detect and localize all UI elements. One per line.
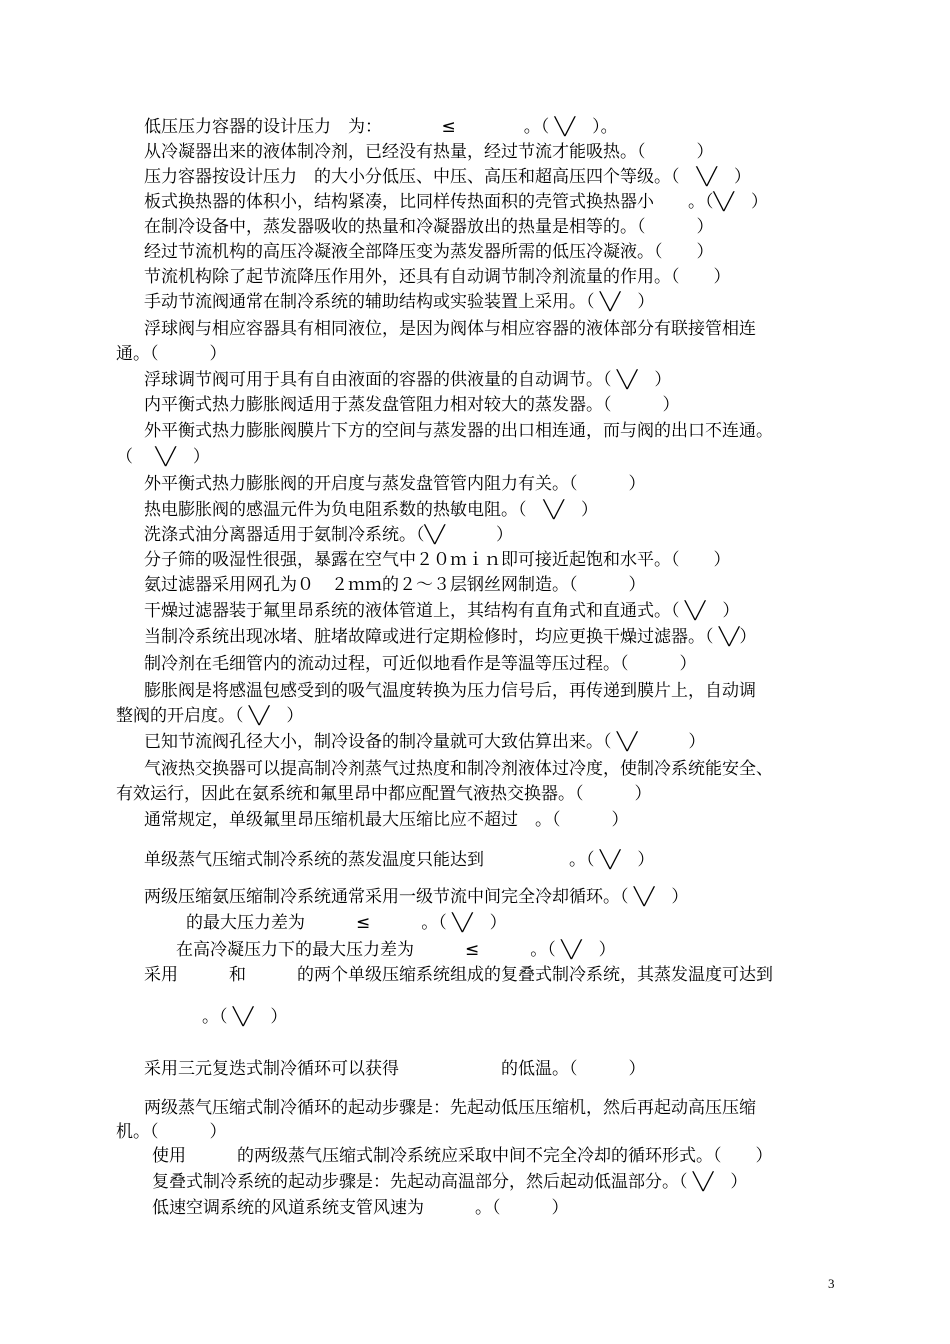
text-line: 低速空调系统的风道系统支管风速为 。（ ） — [152, 1198, 569, 1218]
text-line: 氨过滤器采用网孔为０ ２ｍｍ的２～３层钢丝网制造。（ ） — [144, 575, 646, 595]
text-line: 通。（ ） — [116, 344, 227, 364]
text-line: 经过节流机构的高压冷凝液全部降压变为蒸发器所需的低压冷凝液。（ ） — [144, 242, 714, 262]
text-line: 膨胀阀是将感温包感受到的吸气温度转换为压力信号后，再传递到膜片上，自动调 — [144, 681, 756, 701]
text-line: 手动节流阀通常在制冷系统的辅助结构或实验装置上采用。（ ╲╱ ） — [144, 292, 655, 312]
text-line: 的最大压力差为 ≤ 。（ ╲╱ ） — [186, 913, 507, 933]
text-line: 通常规定，单级氟里昂压缩机最大压缩比应不超过 。（ ） — [144, 810, 629, 830]
text-line: 热电膨胀阀的感温元件为负电阻系数的热敏电阻。（ ╲╱ ） — [144, 500, 598, 520]
text-line: 制冷剂在毛细管内的流动过程，可近似地看作是等温等压过程。（ ） — [144, 654, 697, 674]
text-line: 外平衡式热力膨胀阀的开启度与蒸发盘管管内阻力有关。（ ） — [144, 474, 646, 494]
text-line: 。（ ╲╱ ） — [202, 1007, 288, 1027]
text-line: 在高冷凝压力下的最大压力差为 ≤ 。（ ╲╱ ） — [176, 940, 616, 960]
text-line: 复叠式制冷系统的起动步骤是：先起动高温部分，然后起动低温部分。（ ╲╱ ） — [152, 1172, 748, 1192]
text-line: 采用三元复迭式制冷循环可以获得 的低温。（ ） — [144, 1059, 646, 1079]
text-line: 板式换热器的体积小，结构紧凑，比同样传热面积的壳管式换热器小 。（╲╱ ） — [144, 192, 768, 212]
text-line: 内平衡式热力膨胀阀适用于蒸发盘管阻力相对较大的蒸发器。（ ） — [144, 395, 680, 415]
text-line: 两级蒸气压缩式制冷循环的起动步骤是：先起动低压压缩机，然后再起动高压压缩 — [144, 1098, 756, 1118]
text-line: 采用 和 的两个单级压缩系统组成的复叠式制冷系统，其蒸发温度可达到 — [144, 965, 773, 985]
text-line: 外平衡式热力膨胀阀膜片下方的空间与蒸发器的出口相连通，而与阀的出口不连通。 — [144, 421, 773, 441]
text-line: 在制冷设备中，蒸发器吸收的热量和冷凝器放出的热量是相等的。（ ） — [144, 217, 714, 237]
text-line: 浮球调节阀可用于具有自由液面的容器的供液量的自动调节。（ ╲╱ ） — [144, 370, 672, 390]
text-line: 使用 的两级蒸气压缩式制冷系统应采取中间不完全冷却的循环形式。（ ） — [152, 1146, 773, 1166]
text-line: 机。（ ） — [116, 1122, 227, 1142]
text-line: 压力容器按设计压力 的大小分低压、中压、高压和超高压四个等级。（ ╲╱ ） — [144, 167, 751, 187]
text-line: 两级压缩氨压缩制冷系统通常采用一级节流中间完全冷却循环。（ ╲╱ ） — [144, 887, 689, 907]
text-line: 分子筛的吸湿性很强，暴露在空气中２０ｍｉｎ即可接近起饱和水平。（ ） — [144, 550, 731, 570]
text-line: 洗涤式油分离器适用于氨制冷系统。（╲╱ ） — [144, 525, 513, 545]
page-number: 3 — [828, 1276, 835, 1291]
text-line: 气液热交换器可以提高制冷剂蒸气过热度和制冷剂液体过冷度，使制冷系统能安全、 — [144, 759, 773, 779]
text-line: 低压压力容器的设计压力 为： ≤ 。（ ╲╱ ）。 — [144, 117, 618, 137]
text-line: 单级蒸气压缩式制冷系统的蒸发温度只能达到 。（ ╲╱ ） — [144, 850, 655, 870]
text-line: 节流机构除了起节流降压作用外，还具有自动调节制冷剂流量的作用。（ ） — [144, 267, 731, 287]
text-line: 当制冷系统出现冰堵、脏堵故障或进行定期检修时，均应更换干燥过滤器。（ ╲╱） — [144, 627, 757, 647]
text-line: （ ╲╱ ） — [116, 447, 210, 467]
text-line: 有效运行，因此在氨系统和氟里昂中都应配置气液热交换器。（ ） — [116, 784, 652, 804]
text-line: 干燥过滤器装于氟里昂系统的液体管道上，其结构有直角式和直通式。（ ╲╱ ） — [144, 601, 740, 621]
text-line: 整阀的开启度。（ ╲╱ ） — [116, 706, 304, 726]
text-line: 已知节流阀孔径大小，制冷设备的制冷量就可大致估算出来。（ ╲╱ ） — [144, 732, 706, 752]
text-line: 浮球阀与相应容器具有相同液位，是因为阀体与相应容器的液体部分有联接管相连 — [144, 319, 756, 339]
text-line: 从冷凝器出来的液体制冷剂，已经没有热量，经过节流才能吸热。（ ） — [144, 142, 714, 162]
